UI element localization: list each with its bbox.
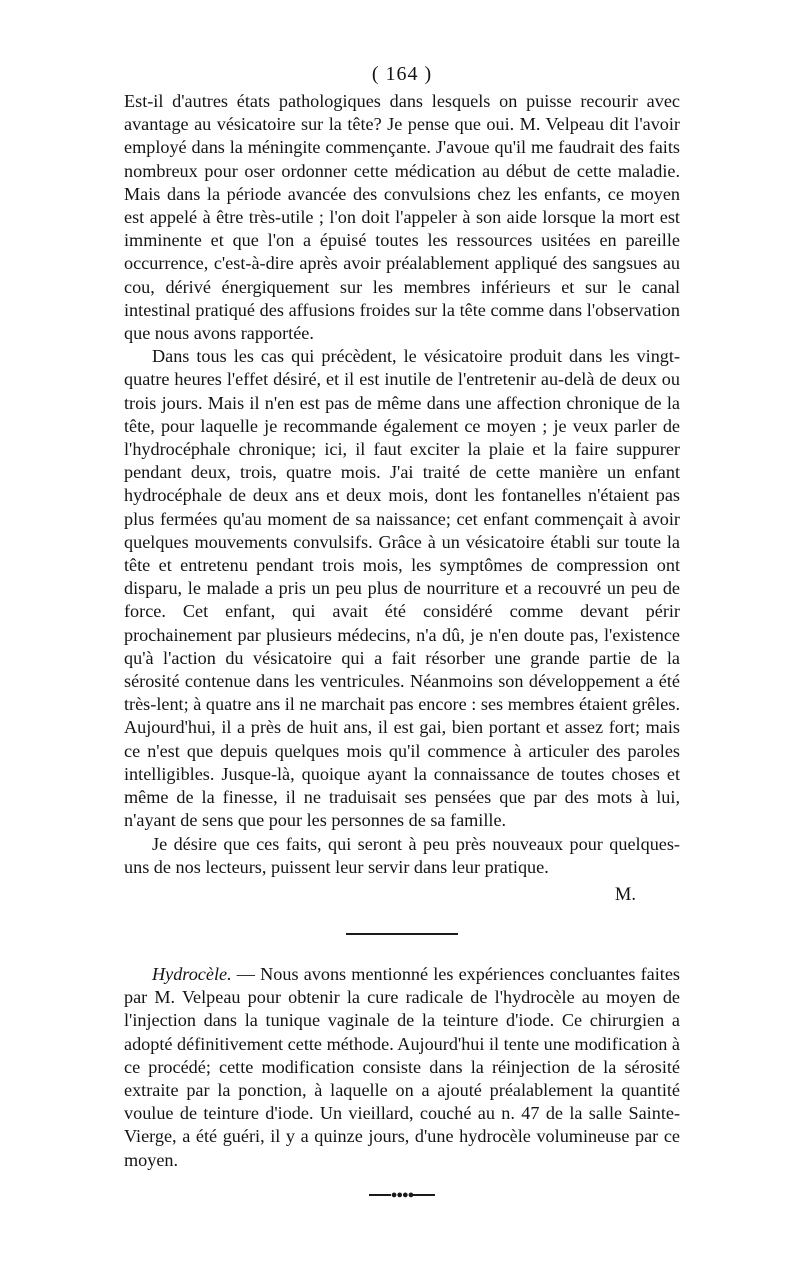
hydrocele-heading: Hydrocèle. (152, 963, 232, 984)
hydrocele-body: — Nous avons mentionné les expériences concluantes faites par M. Velpeau pour obtenir la cure radicale de l'hydrocèle au moyen de l'injection dans la tunique vaginale de la teinture d'iode. Ce chirurgien a adopté définitivement cette méthode. Aujourd'hui il tente une modification à ce procédé; cette modification consiste dans la réinjection de la sérosité extraite par la ponction, à laquelle on a ajouté préalablement la quantité voulue de teinture d'iode. Un vieillard, couché au n. 47 de la salle Sainte-Vierge, a été guéri, il y a quinze jours, d'une hydrocèle volumineuse par ce moyen. (124, 963, 680, 1170)
ornament-left-bar (369, 1194, 391, 1196)
paragraph-hydrocephalus-case: Dans tous les cas qui précèdent, le vésicatoire produit dans les vingt-quatre heures l'effet désiré, et il est inutile de l'entretenir au-delà de deux ou trois jours. Mais il n'en est pas de même dans une affection chronique de la tête, pour laquelle je recommande également ce moyen ; je veux parler de l'hydrocéphale chronique; ici, il faut exciter la plaie et la faire suppurer pendant deux, trois, quatre mois. J'ai traité de cette manière un enfant hydrocéphale de deux ans et deux mois, dont les fontanelles n'étaient pas plus fermées qu'au moment de sa naissance; cet enfant commençait à avoir quelques mouvements convulsifs. Grâce à un vésicatoire établi sur toute la tête et entretenu pendant trois mois, les symptômes de compression ont disparu, le malade a pris un peu plus de nourriture et a recouvré un peu de force. Cet enfant, qui avait été considéré comme devant périr prochainement par plusieurs médecins, n'a dû, je n'en doute pas, l'existence qu'à l'action du vésicatoire qui a fait résorber une grande partie de la sérosité contenue dans les ventricules. Néanmoins son développement a été très-lent; à quatre ans il ne marchait pas encore : ses membres étaient grêles. Aujourd'hui, il a près de huit ans, il est gai, bien portant et assez fort; mais ce n'est que depuis quelques mois qu'il commence à articuler des paroles intelligibles. Jusque-là, quoique ayant la connaissance de toutes choses et même de la finesse, il ne traduisait ses pensées que par des mots à lui, n'ayant de sens que pour les personnes de sa famille. (124, 346, 680, 831)
book-page (124, 62, 680, 1202)
page-number: ( 164 ) (371, 63, 433, 85)
ornament-right-bar (413, 1194, 435, 1196)
section-divider (346, 933, 458, 935)
paragraph-pathological-states: Est-il d'autres états pathologiques dans lesquels on puisse recourir avec avantage au vésicatoire sur la tête? Je pense que oui. M. Velpeau dit l'avoir employé dans la méningite commençante. J'avoue qu'il me faudrait des faits nombreux pour oser ordonner cette médication au début de cette maladie. Mais dans la période avancée des convulsions chez les enfants, ce moyen est appelé à être très-utile ; l'on doit l'appeler à son aide lorsque la mort est imminente et que l'on a épuisé toutes les ressources usitées en pareille occurrence, c'est-à-dire après avoir préalablement appliqué des sangsues au cou, dérivé énergiquement sur les membres inférieurs et sur le canal intestinal pratiqué des affusions froides sur la tête comme dans l'observation que nous avons rapportée. (124, 91, 680, 344)
end-ornament (124, 1188, 680, 1202)
ornament-dots: ●●●● (390, 1188, 414, 1201)
paragraph-closing-wish: Je désire que ces faits, qui seront à peu près nouveaux pour quelques-uns de nos lecteurs, puissent leur servir dans leur pratique. (124, 833, 680, 877)
paragraph-hydrocele (124, 963, 680, 1172)
author-signature: M. (614, 884, 636, 905)
